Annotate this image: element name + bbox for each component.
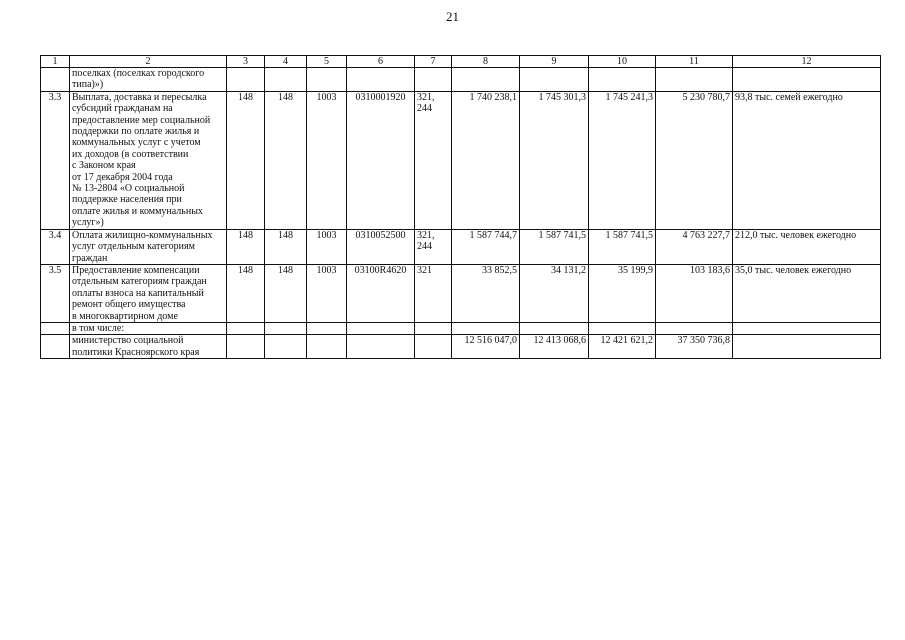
cell-col9: 1 587 741,5 [520, 229, 589, 264]
cell-col3 [227, 322, 265, 334]
cell-col9 [520, 322, 589, 334]
cell-col9: 1 745 301,3 [520, 91, 589, 229]
cell-col12: 212,0 тыс. человек ежегодно [733, 229, 881, 264]
column-header: 11 [656, 56, 733, 68]
column-header: 5 [307, 56, 347, 68]
column-header: 6 [347, 56, 415, 68]
cell-col3: 148 [227, 229, 265, 264]
item-number [41, 335, 70, 359]
cell-col6: 0310001920 [347, 91, 415, 229]
cell-col11 [656, 322, 733, 334]
item-number [41, 68, 70, 92]
cell-col8 [452, 68, 520, 92]
column-header: 10 [589, 56, 656, 68]
table-row [41, 68, 881, 92]
item-number: 3.5 [41, 264, 70, 322]
cell-col4 [265, 322, 307, 334]
cell-col5 [307, 335, 347, 359]
cell-col4 [265, 335, 307, 359]
cell-col12 [733, 322, 881, 334]
page-number: 21 [446, 9, 459, 24]
cell-col6: 03100R4620 [347, 264, 415, 322]
cell-col3: 148 [227, 264, 265, 322]
table-row [41, 322, 881, 334]
cell-col7 [415, 322, 452, 334]
column-header: 7 [415, 56, 452, 68]
cell-col10: 1 745 241,3 [589, 91, 656, 229]
cell-col7: 321 [415, 264, 452, 322]
cell-col10: 1 587 741,5 [589, 229, 656, 264]
cell-col7: 321, 244 [415, 229, 452, 264]
cell-col4 [265, 68, 307, 92]
cell-col11: 103 183,6 [656, 264, 733, 322]
cell-col10 [589, 68, 656, 92]
column-header: 8 [452, 56, 520, 68]
cell-col4: 148 [265, 264, 307, 322]
cell-col9: 34 131,2 [520, 264, 589, 322]
cell-col3: 148 [227, 91, 265, 229]
budget-table [40, 55, 881, 359]
column-header: 3 [227, 56, 265, 68]
cell-col7 [415, 68, 452, 92]
cell-col12 [733, 68, 881, 92]
cell-col8: 33 852,5 [452, 264, 520, 322]
cell-col6 [347, 68, 415, 92]
cell-col3 [227, 68, 265, 92]
cell-col5 [307, 68, 347, 92]
cell-col4: 148 [265, 229, 307, 264]
cell-col10: 12 421 621,2 [589, 335, 656, 359]
item-description: Предоставление компенсации отдельным категориям граждан оплаты взноса на капитальный ремонт общего имущества в многоквартирном доме [70, 264, 227, 322]
cell-col12: 35,0 тыс. человек ежегодно [733, 264, 881, 322]
item-number [41, 322, 70, 334]
table-row [41, 229, 881, 264]
item-number: 3.3 [41, 91, 70, 229]
cell-col10: 35 199,9 [589, 264, 656, 322]
item-number: 3.4 [41, 229, 70, 264]
cell-col11 [656, 68, 733, 92]
item-description: министерство социальной политики Красноярского края [70, 335, 227, 359]
column-header: 12 [733, 56, 881, 68]
cell-col4: 148 [265, 91, 307, 229]
cell-col6: 0310052500 [347, 229, 415, 264]
cell-col9: 12 413 068,6 [520, 335, 589, 359]
column-header: 9 [520, 56, 589, 68]
column-number-row [41, 56, 881, 68]
item-description: Выплата, доставка и пересылка субсидий гражданам на предоставление мер социальной поддержки по оплате жилья и коммунальных услуг с учетом их доходов (в соответствии с Законом края от 17 декабря 2004 года № 13-2804 «О социальной поддержке населения при оплате жилья и коммунальных услуг») [70, 91, 227, 229]
column-header: 2 [70, 56, 227, 68]
cell-col8 [452, 322, 520, 334]
cell-col10 [589, 322, 656, 334]
cell-col5: 1003 [307, 91, 347, 229]
item-description: поселках (поселках городского типа)») [70, 68, 227, 92]
column-header: 4 [265, 56, 307, 68]
table-row [41, 91, 881, 229]
cell-col6 [347, 335, 415, 359]
cell-col9 [520, 68, 589, 92]
cell-col5 [307, 322, 347, 334]
cell-col8: 1 587 744,7 [452, 229, 520, 264]
cell-col11: 5 230 780,7 [656, 91, 733, 229]
cell-col12: 93,8 тыс. семей ежегодно [733, 91, 881, 229]
cell-col8: 1 740 238,1 [452, 91, 520, 229]
cell-col11: 4 763 227,7 [656, 229, 733, 264]
item-description: Оплата жилищно-коммунальных услуг отдельным категориям граждан [70, 229, 227, 264]
cell-col7: 321, 244 [415, 91, 452, 229]
table-row [41, 264, 881, 322]
cell-col11: 37 350 736,8 [656, 335, 733, 359]
cell-col8: 12 516 047,0 [452, 335, 520, 359]
cell-col6 [347, 322, 415, 334]
column-header: 1 [41, 56, 70, 68]
cell-col5: 1003 [307, 229, 347, 264]
cell-col5: 1003 [307, 264, 347, 322]
cell-col7 [415, 335, 452, 359]
cell-col3 [227, 335, 265, 359]
cell-col12 [733, 335, 881, 359]
table-row [41, 335, 881, 359]
item-description: в том числе: [70, 322, 227, 334]
